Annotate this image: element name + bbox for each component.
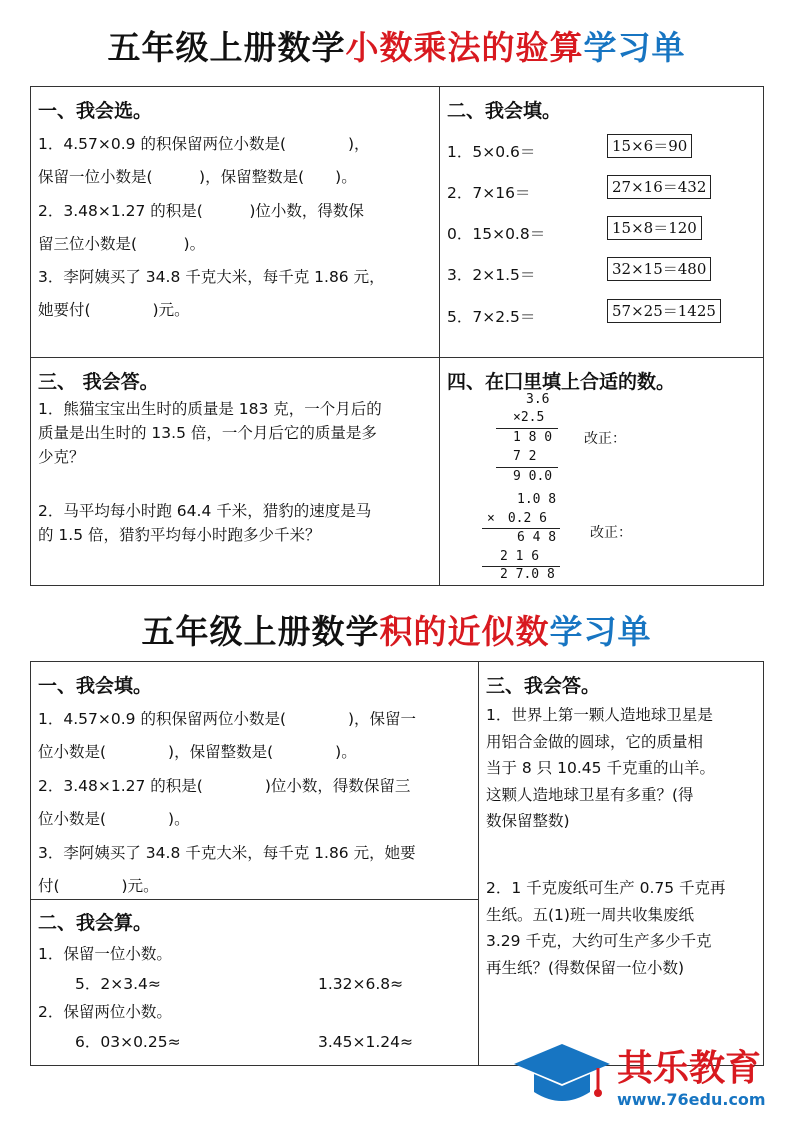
calc1-line: ×2.5 bbox=[513, 410, 545, 425]
sheet2-sec2-item: 1．保留一位小数。 bbox=[38, 945, 172, 963]
sheet1-sec1-line: 1．4.57×0.9 的积保留两位小数是( )， bbox=[38, 135, 370, 153]
sheet1-sec2-heading: 二、我会填。 bbox=[447, 100, 562, 122]
sheet2-sec2-problem: 1.32×6.8≈ bbox=[318, 975, 404, 993]
sheet2-sec1-line: 付( )元。 bbox=[38, 877, 159, 895]
sheet1-sec2-question: 3．2×1.5＝ bbox=[447, 266, 536, 284]
calc1-correct-label: 改正： bbox=[584, 431, 626, 447]
sheet1-sec2-question: 5．7×2.5＝ bbox=[447, 308, 536, 326]
calc2-correct-label: 改正： bbox=[590, 525, 632, 541]
sheet1-sec4-heading: 四、在囗里填上合适的数。 bbox=[447, 371, 676, 393]
sheet1-sec1-line: 留三位小数是( )。 bbox=[38, 235, 206, 253]
sheet2-sec3-line: 3.29 千克，大约可生产多少千克 bbox=[486, 932, 712, 950]
sheet1-sec2-hint: 15×6＝90 bbox=[607, 134, 692, 158]
sheet1-sec1-heading: 一、我会选。 bbox=[38, 100, 153, 122]
sheet1-sec1-line: 2．3.48×1.27 的积是( )位小数，得数保 bbox=[38, 202, 364, 220]
brand-name: 其乐教育 bbox=[617, 1048, 762, 1089]
calc2-rule bbox=[482, 528, 560, 529]
sheet2-sec1-heading: 一、我会填。 bbox=[38, 675, 153, 697]
graduation-cap-icon bbox=[512, 1040, 612, 1112]
sheet1-sec1-line: 3．李阿姨买了 34.8 千克大米，每千克 1.86 元， bbox=[38, 268, 385, 286]
sheet2-sec2-heading: 二、我会算。 bbox=[38, 912, 153, 934]
sheet1-divider-h bbox=[30, 357, 764, 358]
sheet1-sec2-hint: 57×25＝1425 bbox=[607, 299, 721, 323]
sheet1-sec2-question: 0．15×0.8＝ bbox=[447, 225, 546, 243]
sheet2-divider-h bbox=[30, 899, 478, 900]
sheet2-sec1-line: 位小数是( )，保留整数是( )。 bbox=[38, 743, 357, 761]
sheet1-sec3-line: 1．熊猫宝宝出生时的质量是 183 克，一个月后的 bbox=[38, 400, 382, 418]
sheet1-title: 五年级上册数学小数乘法的验算学习单 bbox=[107, 28, 686, 67]
sheet1-sec3-line: 的 1.5 倍，猎豹平均每小时跑多少千米？ bbox=[38, 526, 321, 544]
sheet2-sec1-line: 2．3.48×1.27 的积是( )位小数，得数保留三 bbox=[38, 777, 411, 795]
sheet2-sec1-line: 3．李阿姨买了 34.8 千克大米，每千克 1.86 元，她要 bbox=[38, 844, 416, 862]
sheet2-sec3-heading: 三、我会答。 bbox=[486, 675, 601, 697]
sheet1-sec1-line: 她要付( )元。 bbox=[38, 301, 190, 319]
brand-logo bbox=[512, 1040, 787, 1112]
sheet2-sec1-line: 1．4.57×0.9 的积保留两位小数是( )，保留一 bbox=[38, 710, 417, 728]
sheet1-divider-v bbox=[439, 86, 440, 586]
calc1-rule bbox=[496, 428, 558, 429]
calc2-line: × 0.2 6 bbox=[487, 511, 547, 526]
sheet2-sec3-line: 这颗人造地球卫星有多重？(得 bbox=[486, 786, 694, 804]
calc2-line: 2 1 6 bbox=[500, 549, 540, 564]
calc1-rule bbox=[496, 467, 558, 468]
sheet1-sec1-line: 保留一位小数是( )，保留整数是( )。 bbox=[38, 168, 357, 186]
calc1-line: 3.6 bbox=[526, 392, 550, 407]
sheet2-sec3-line: 用铝合金做的圆球，它的质量相 bbox=[486, 733, 704, 751]
calc2-line: 6 4 8 bbox=[517, 530, 557, 545]
sheet2-title: 五年级上册数学积的近似数学习单 bbox=[141, 612, 652, 651]
sheet2-sec3-line: 2．1 千克废纸可生产 0.75 千克再 bbox=[486, 879, 726, 897]
sheet2-sec3-line: 当于 8 只 10.45 千克重的山羊。 bbox=[486, 759, 715, 777]
sheet2-sec2-problem: 3.45×1.24≈ bbox=[318, 1033, 413, 1051]
sheet1-sec2-question: 1．5×0.6＝ bbox=[447, 143, 536, 161]
calc2-line: 2 7.0 8 bbox=[500, 567, 555, 582]
sheet1-sec3-line: 质量是出生时的 13.5 倍，一个月后它的质量是多 bbox=[38, 424, 377, 442]
calc1-line: 9 0.0 bbox=[513, 469, 553, 484]
brand-url: www.76edu.com bbox=[617, 1090, 766, 1109]
calc1-line: 7 2 bbox=[513, 449, 537, 464]
sheet2-sec1-line: 位小数是( )。 bbox=[38, 810, 190, 828]
calc2-line: 1.0 8 bbox=[517, 492, 557, 507]
sheet2-divider-v bbox=[478, 661, 479, 1066]
sheet1-sec2-hint: 27×16＝432 bbox=[607, 175, 711, 199]
sheet1-sec2-hint: 32×15＝480 bbox=[607, 257, 711, 281]
sheet2-sec3-line: 1．世界上第一颗人造地球卫星是 bbox=[486, 706, 713, 724]
sheet1-sec2-hint: 15×8＝120 bbox=[607, 216, 702, 240]
sheet2-sec3-line: 数保留整数) bbox=[486, 812, 570, 830]
sheet1-sec3-line: 2．马平均每小时跑 64.4 千米，猎豹的速度是马 bbox=[38, 502, 372, 520]
sheet1-sec3-line: 少克？ bbox=[38, 448, 85, 466]
sheet2-sec3-line: 再生纸？(得数保留一位小数) bbox=[486, 959, 685, 977]
sheet1-sec2-question: 2．7×16＝ bbox=[447, 184, 531, 202]
sheet2-sec3-line: 生纸。五(1)班一周共收集废纸 bbox=[486, 906, 694, 924]
sheet1-sec3-heading: 三、 我会答。 bbox=[38, 371, 159, 393]
sheet2-sec2-problem: 5．2×3.4≈ bbox=[75, 975, 161, 993]
sheet2-sec2-item: 2．保留两位小数。 bbox=[38, 1003, 172, 1021]
sheet2-sec2-problem: 6．03×0.25≈ bbox=[75, 1033, 181, 1051]
calc1-line: 1 8 0 bbox=[513, 430, 553, 445]
